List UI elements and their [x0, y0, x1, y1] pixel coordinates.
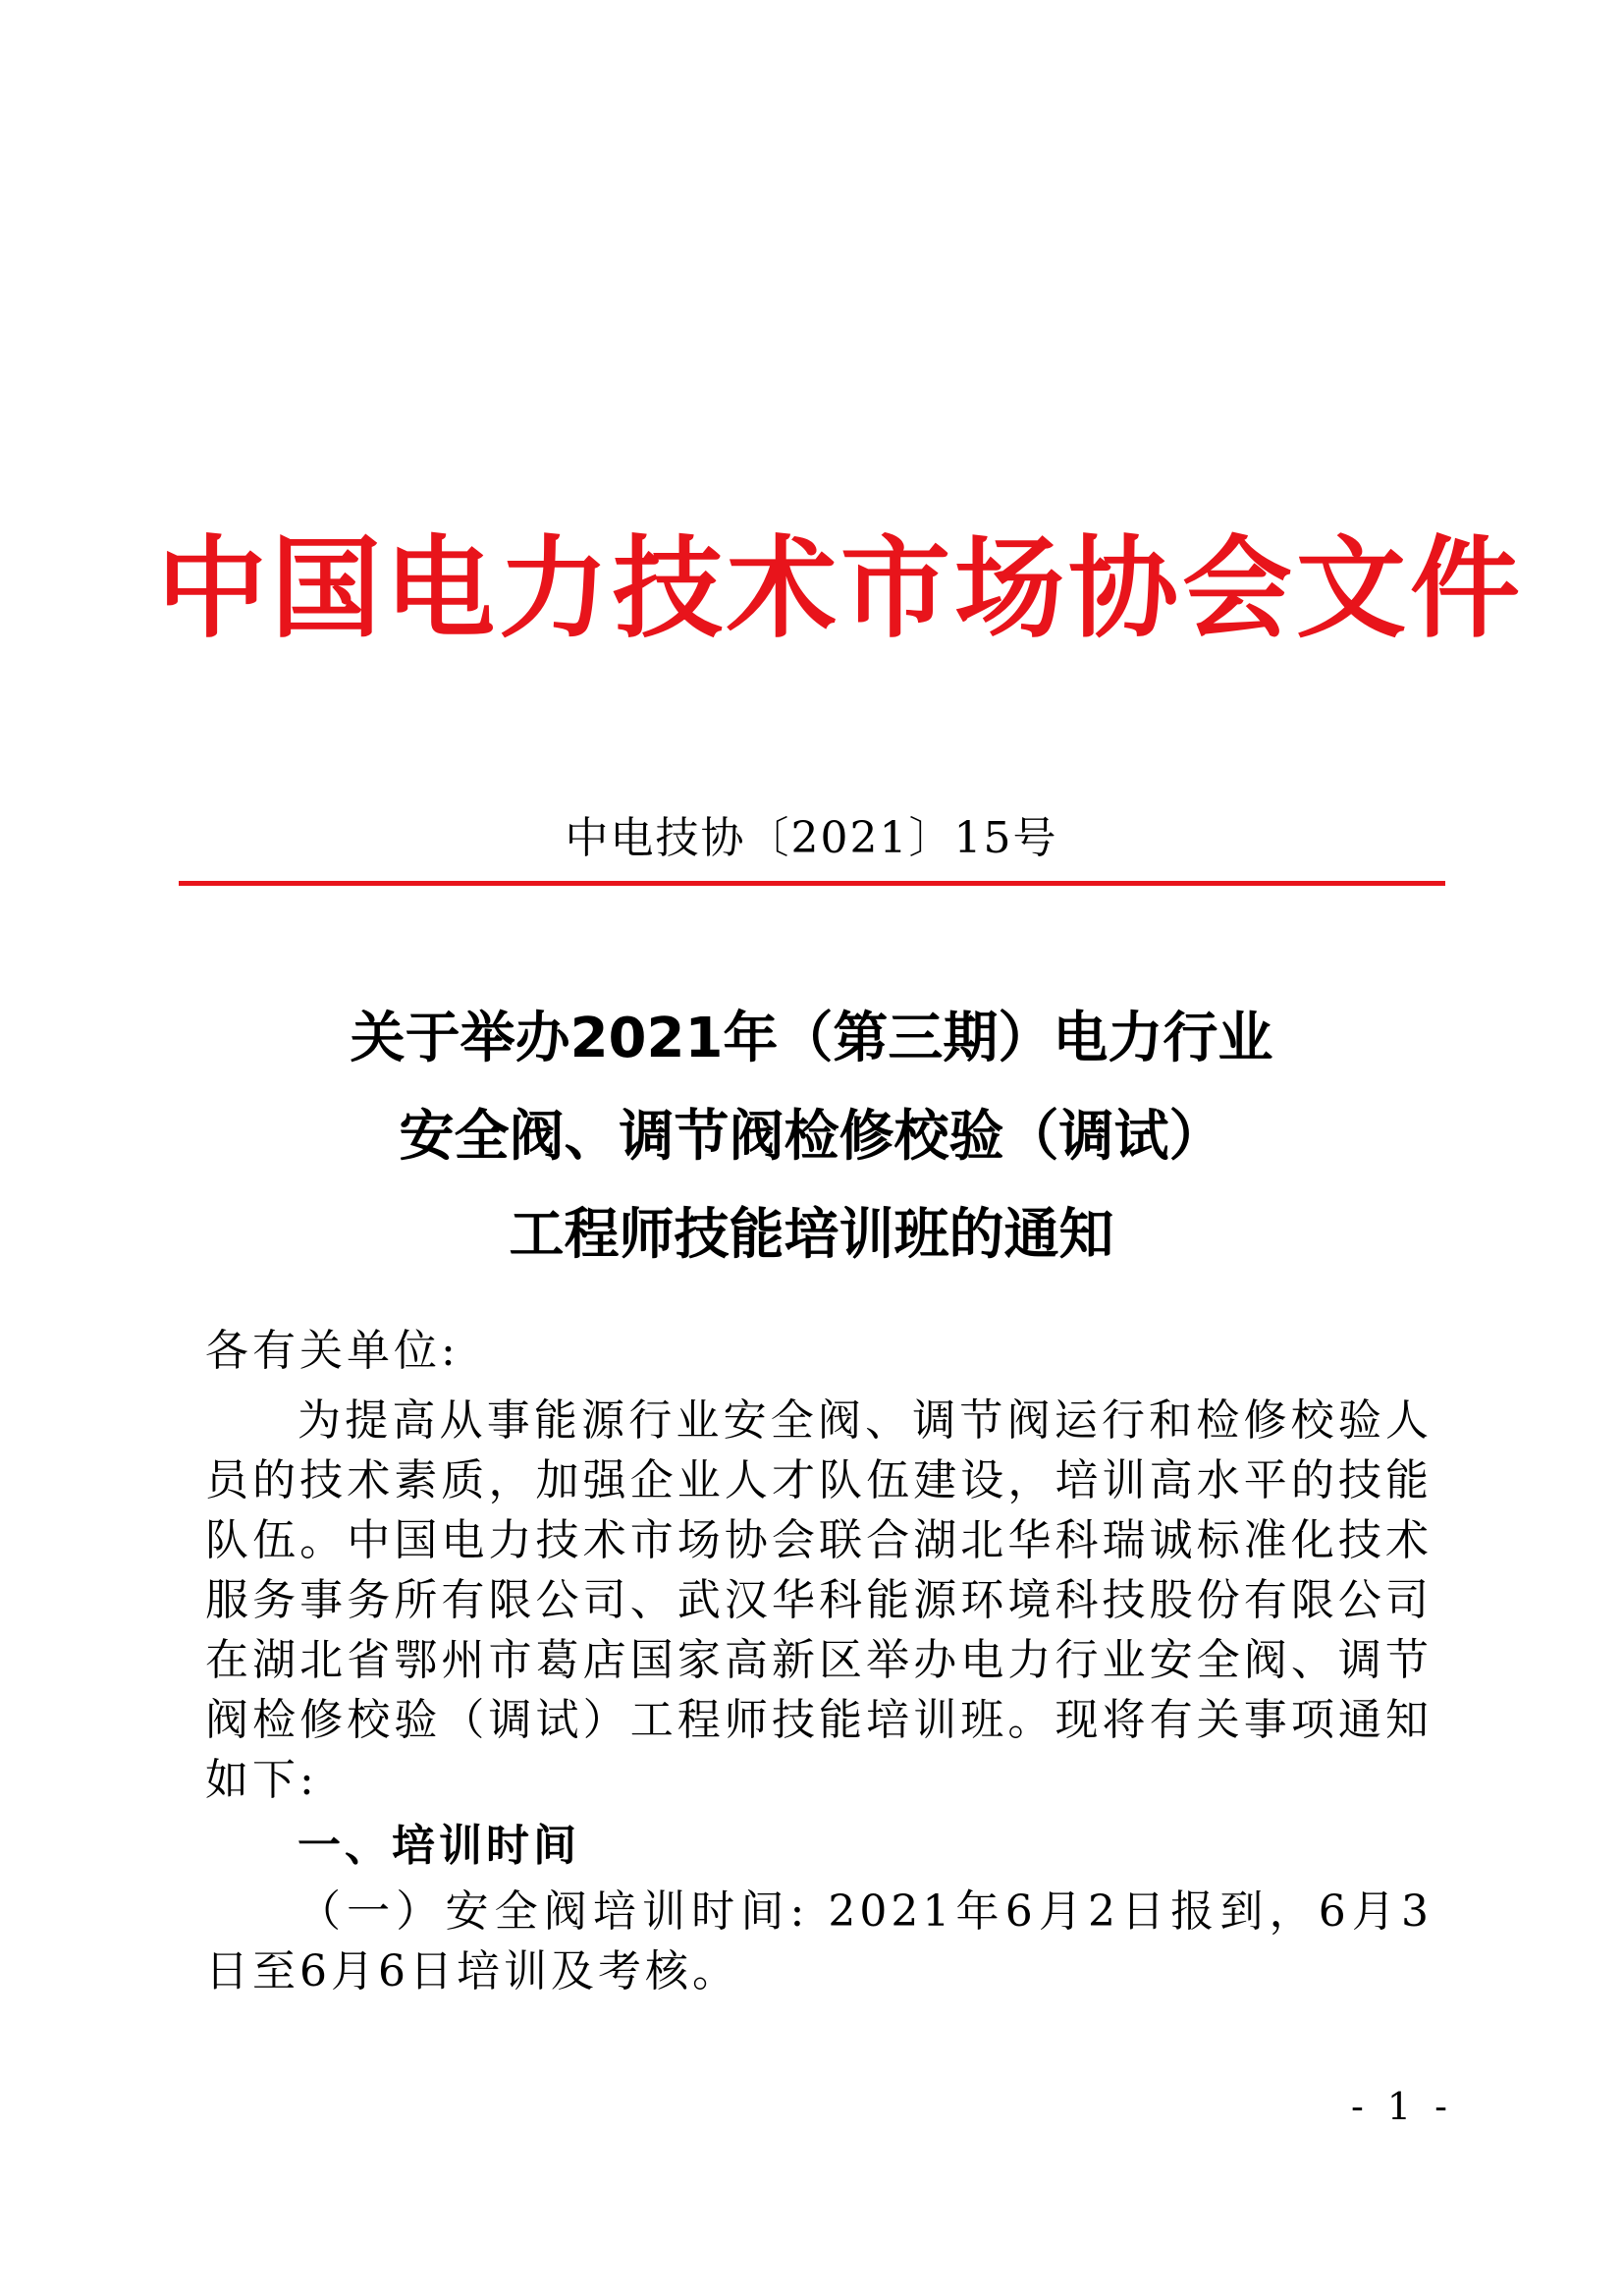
document-number: 中电技协〔2021〕15号 — [565, 813, 1058, 863]
page-number: - 1 - — [1350, 2085, 1453, 2128]
masthead-title: 中国电力技术市场协会文件 — [157, 525, 1524, 653]
greeting: 各有关单位: — [205, 1326, 460, 1376]
red-divider — [179, 881, 1445, 886]
notice-title-line-2: 安全阀、调节阀检修校验（调试） — [399, 1105, 1224, 1169]
training-time-item-1: （一）安全阀培训时间: 2021年6月2日报到，6月3日至6月6日培训及考核。 — [205, 1886, 1433, 1996]
notice-title — [157, 990, 1466, 1285]
notice-body — [205, 1321, 1433, 2001]
section-heading-training-time: 一、培训时间 — [298, 1821, 580, 1871]
intro-paragraph: 为提高从事能源行业安全阀、调节阀运行和检修校验人员的技术素质，加强企业人才队伍建设，培训高水平的技能队伍。中国电力技术市场协会联合湖北华科瑞诚标准化技术服务事务所有限公司、武汉华科能源环境科技股份有限公司在湖北省鄂州市葛店国家高新区举办电力行业安全阀、调节阀检修校验（调试）工程师技能培训班。现将有关事项通知如下: — [205, 1395, 1433, 1805]
notice-title-line-3: 工程师技能培训班的通知 — [509, 1203, 1114, 1267]
notice-title-line-1: 关于举办2021年（第三期）电力行业 — [350, 1007, 1273, 1070]
